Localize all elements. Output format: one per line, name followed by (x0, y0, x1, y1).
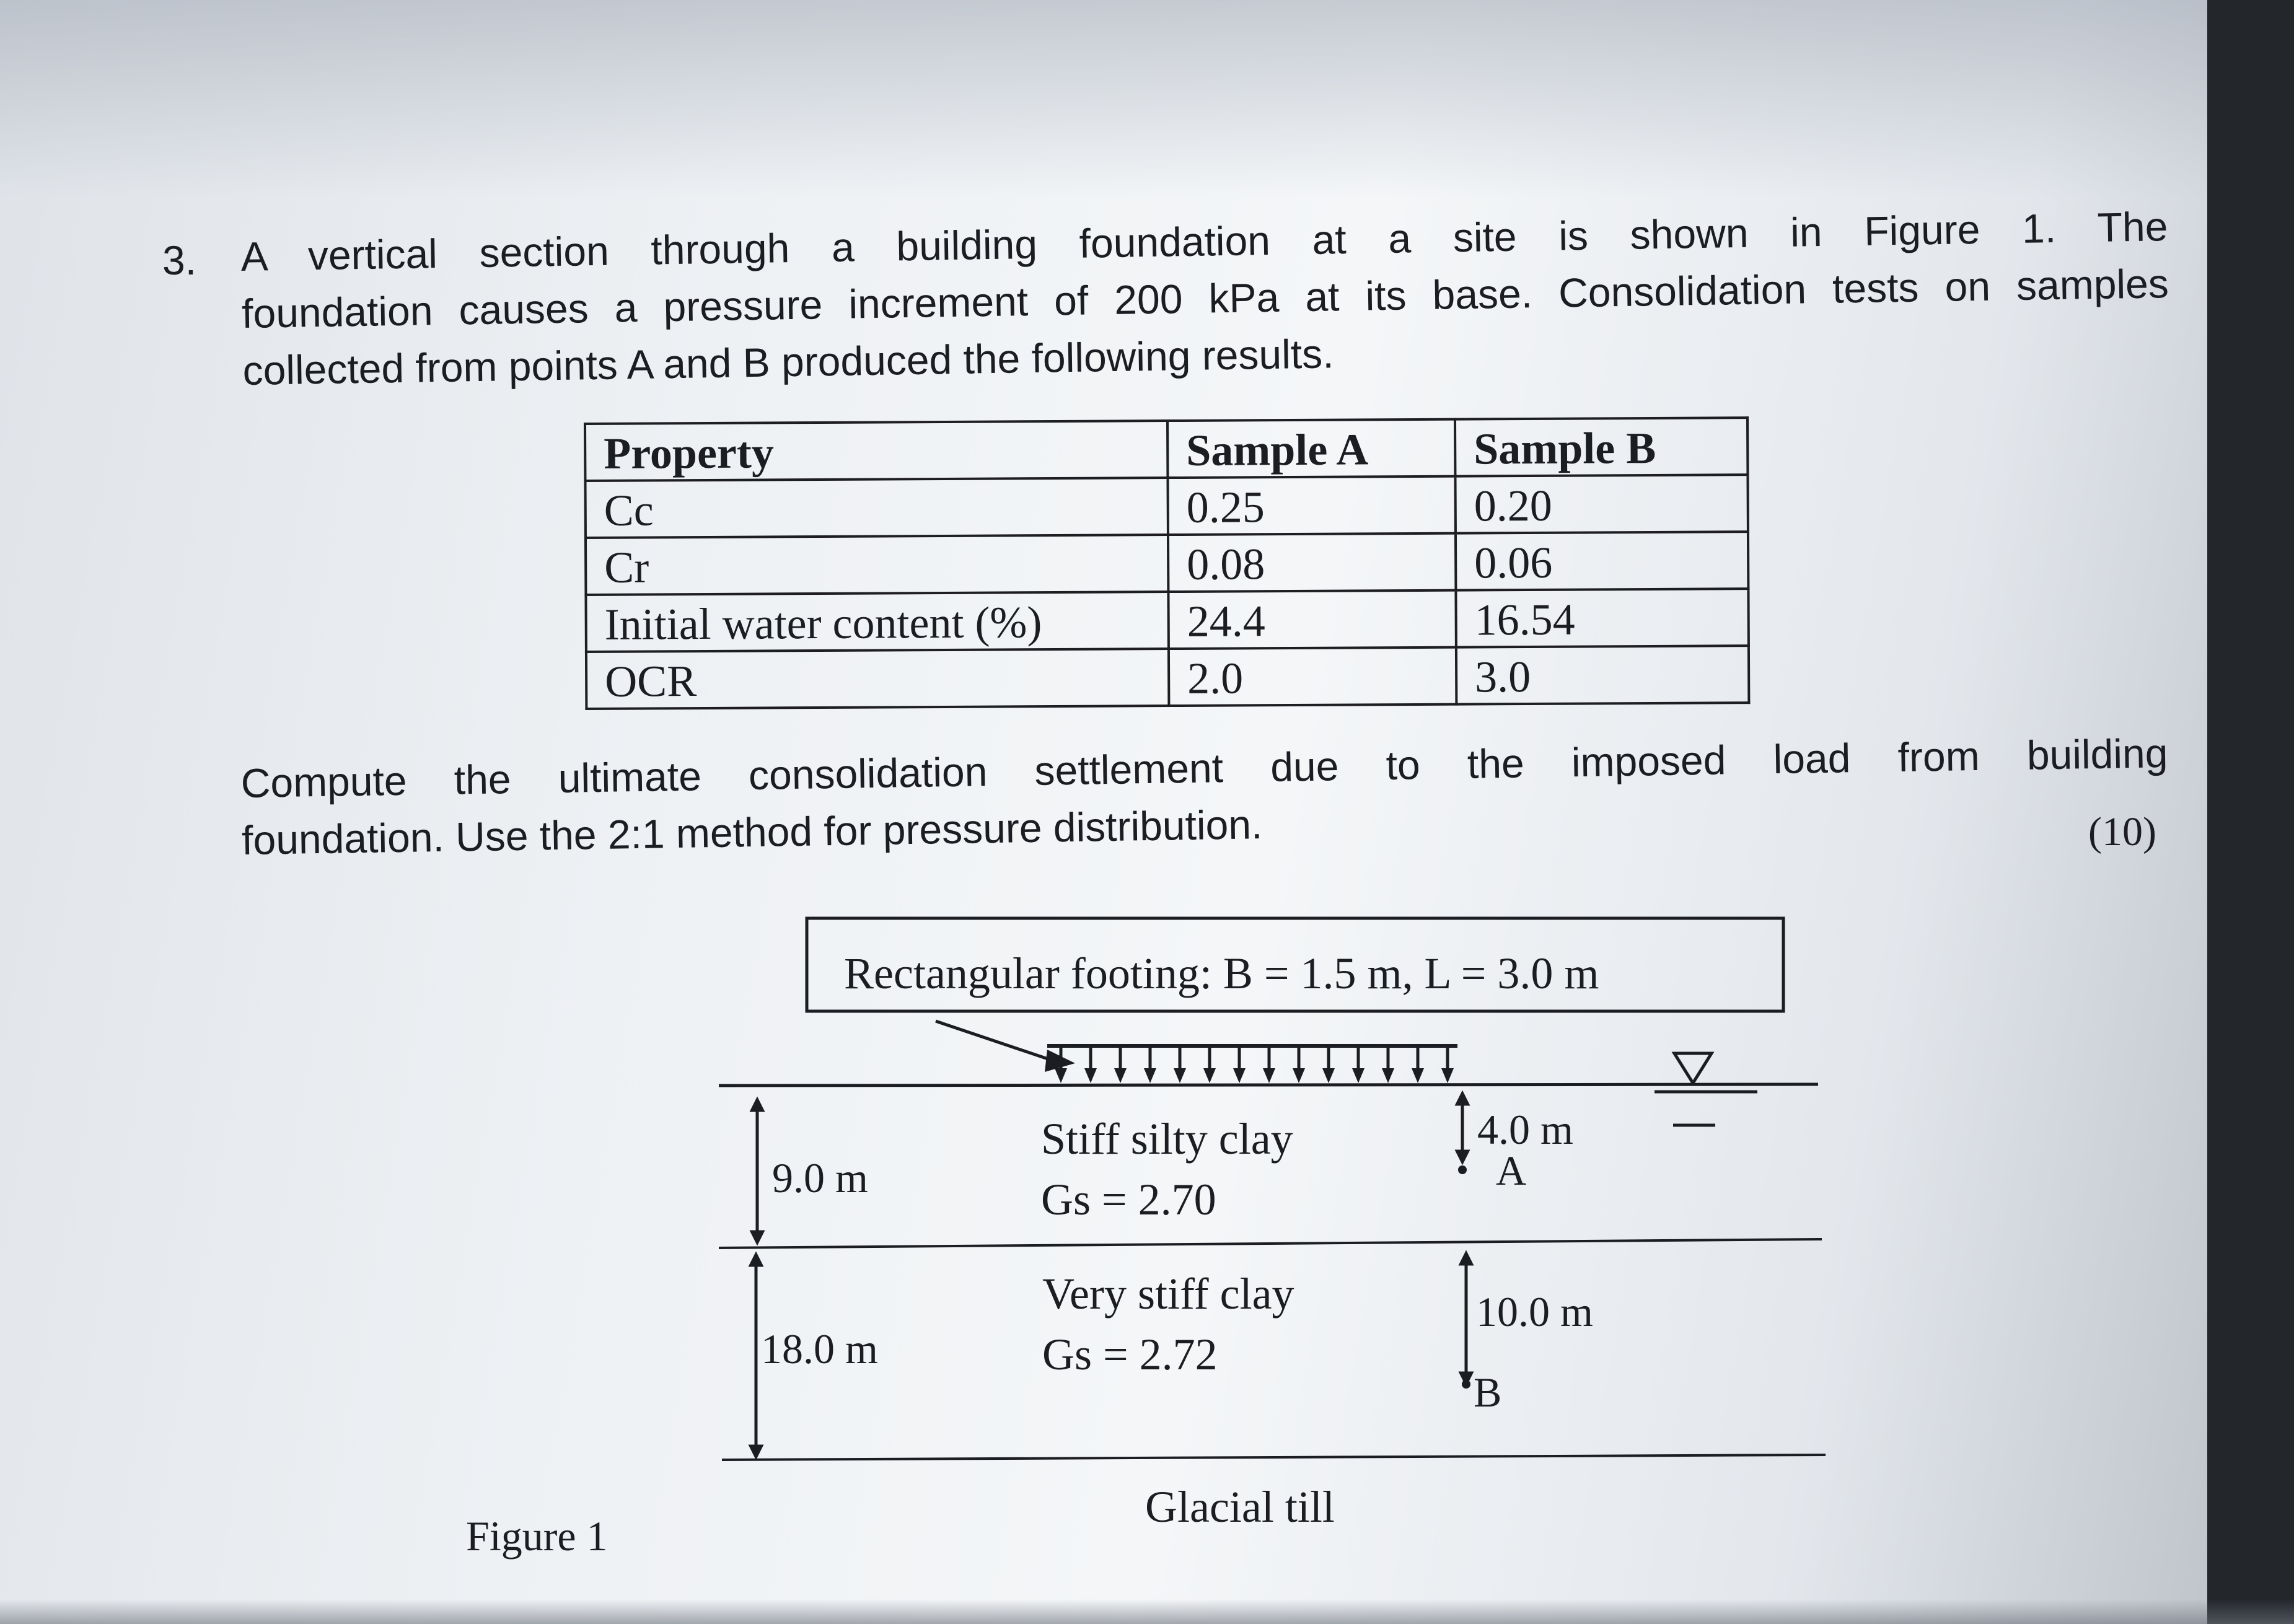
table-cell: 16.54 (1456, 589, 1748, 647)
table-cell: 0.06 (1456, 532, 1748, 590)
layer2-gs: Gs = 2.72 (1042, 1330, 1218, 1379)
ground-surface-line (719, 1084, 1818, 1086)
distributed-load (1047, 1046, 1457, 1083)
point-b-label: B (1474, 1369, 1502, 1416)
leader-line (936, 1021, 1053, 1061)
point-a-label: A (1496, 1147, 1527, 1194)
task-line-2: foundation. Use the 2:1 method for pressure distribution. (241, 801, 1263, 863)
layer-boundary-2 (722, 1455, 1826, 1460)
table-cell: Cc (585, 478, 1167, 538)
point-a-marker (1458, 1165, 1467, 1174)
intro-line-1: A vertical section through a building foundation at a site is shown in Figure 1. The (240, 203, 2168, 279)
layer2-name: Very stiff clay (1042, 1269, 1294, 1319)
table-cell: 24.4 (1168, 590, 1456, 649)
marks-label: (10) (2088, 809, 2156, 854)
layer1-thickness-label: 9.0 m (772, 1154, 868, 1201)
table-cell: 0.25 (1167, 476, 1455, 535)
layer1-gs: Gs = 2.70 (1041, 1175, 1216, 1224)
layer-boundary-1 (719, 1239, 1822, 1248)
header-property: Property (585, 421, 1167, 481)
table-cell: Initial water content (%) (586, 592, 1168, 652)
footing-label: Rectangular footing: B = 1.5 m, L = 3.0 m (844, 949, 1599, 998)
task-line-1: Compute the ultimate consolidation settlement due to the imposed load from building (240, 730, 2168, 806)
intro-line-3: collected from points A and B produced the following results. (242, 330, 1335, 393)
table-cell: OCR (586, 649, 1169, 709)
layer2-thickness-label: 18.0 m (761, 1325, 878, 1372)
table-cell: Cr (586, 535, 1168, 595)
water-table-symbol (1655, 1053, 1757, 1125)
layer1-name: Stiff silty clay (1041, 1114, 1293, 1164)
table-cell: 3.0 (1456, 646, 1749, 704)
header-sample-b: Sample B (1455, 418, 1747, 476)
header-sample-a: Sample A (1167, 419, 1455, 478)
base-layer-label: Glacial till (1145, 1482, 1335, 1532)
table-cell: 0.08 (1168, 533, 1456, 592)
point-b-depth-label: 10.0 m (1476, 1288, 1593, 1335)
figure-caption: Figure 1 (466, 1512, 608, 1560)
question-number: 3. (162, 237, 197, 283)
table-cell: 2.0 (1169, 647, 1456, 706)
intro-line-2: foundation causes a pressure increment of 200 kPa at its base. Consolidation tests on samples (241, 260, 2169, 336)
point-b-marker (1462, 1380, 1470, 1389)
table-cell: 0.20 (1455, 475, 1747, 533)
point-a-depth-label: 4.0 m (1477, 1106, 1573, 1153)
